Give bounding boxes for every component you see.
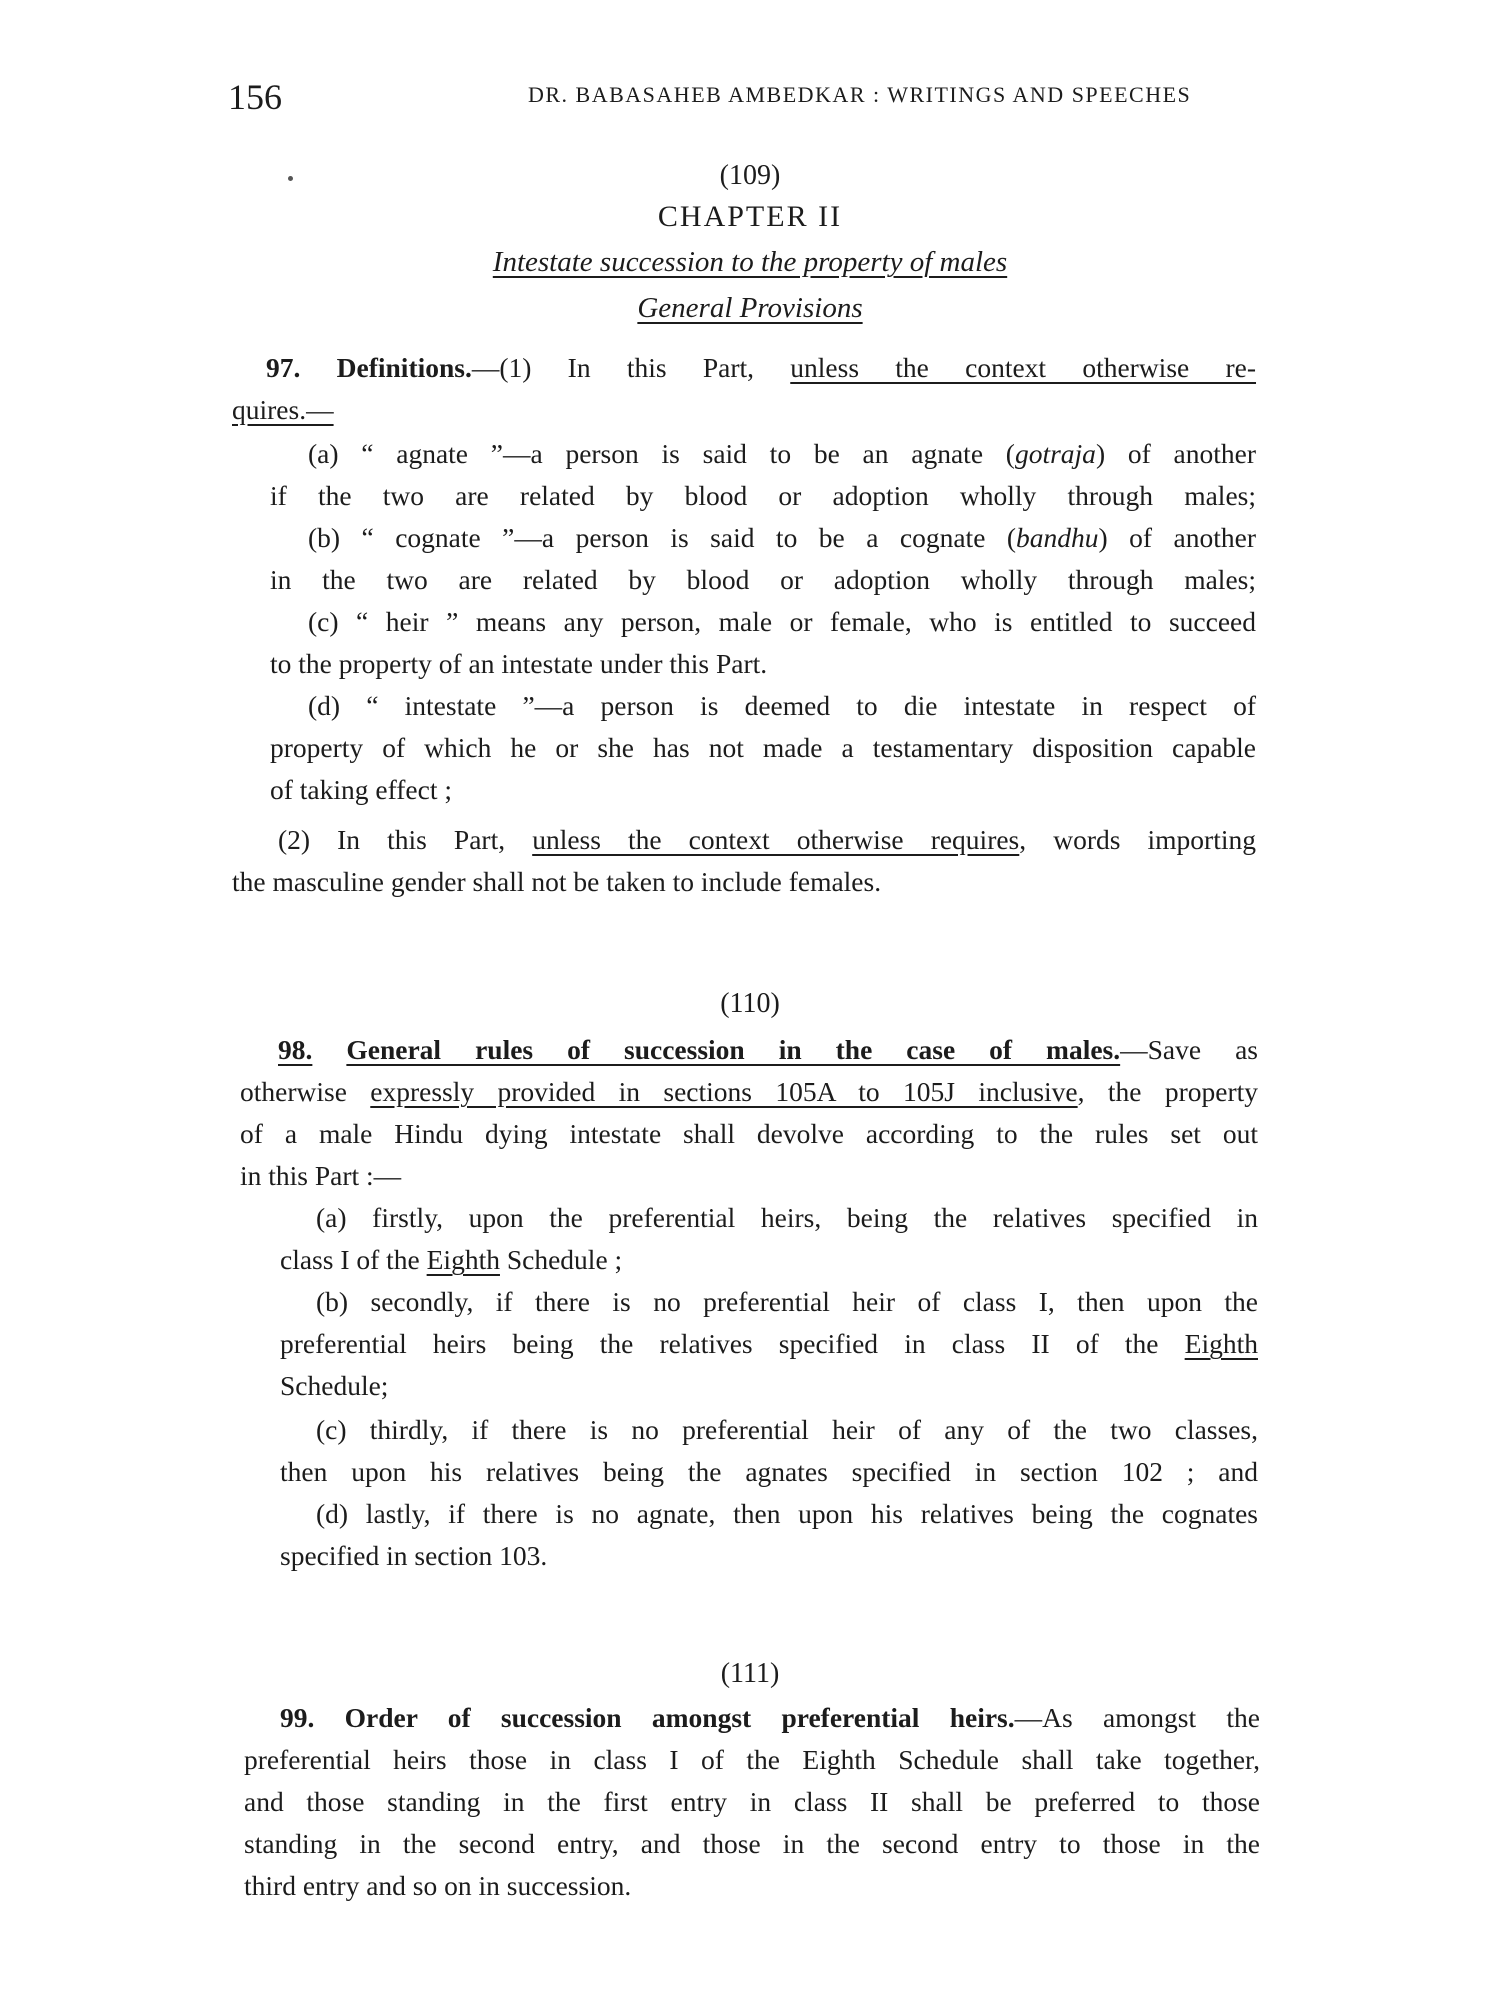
s99-number: 99.: [280, 1702, 315, 1733]
s97-requires: quires.—: [232, 394, 334, 425]
s98-heading: General rules of succession in the case of males.: [346, 1034, 1121, 1065]
s97-number: 97.: [266, 352, 301, 383]
s98-text: —Save as: [1120, 1034, 1258, 1065]
s98-number: 98.: [278, 1034, 313, 1065]
s97-b-text: (b) “ cognate ”—a person is said to be a cognate (: [308, 522, 1017, 553]
running-title: DR. BABASAHEB AMBEDKAR : WRITINGS AND SPEECHES: [528, 82, 1192, 107]
s97-d-line-1: (d) “ intestate ”—a person is deemed to die intestate in respect of: [308, 690, 1256, 721]
s98-a-line-2: [280, 1242, 622, 1278]
s97-a-line-2: if the two are related by blood or adoption wholly through males;: [270, 480, 1256, 511]
s98-underlined: expressly provided in sections 105A to 105J inclusive: [370, 1076, 1078, 1107]
s97-2-line-1: [278, 822, 1256, 858]
section-number-110: (110): [720, 988, 780, 1019]
s97-d-line-3: of taking effect ;: [270, 774, 452, 805]
s97-a-tail: ) of another: [1095, 438, 1256, 469]
s99-line-1: [280, 1700, 1260, 1736]
s97-b-line-1: [308, 520, 1256, 556]
s97-heading: Definitions.: [336, 352, 472, 383]
s98-b-text: preferential heirs being the relatives specified in class II of the: [280, 1328, 1185, 1359]
chapter-subtitle: [0, 246, 1500, 279]
s97-line-1: [266, 350, 1256, 386]
s98-otherwise: otherwise: [240, 1076, 371, 1107]
s98-a-tail: Schedule ;: [499, 1244, 623, 1275]
s97-underlined: unless the context otherwise re-: [790, 352, 1257, 383]
general-provisions-heading: [0, 292, 1500, 325]
s97-b-italic: bandhu: [1016, 522, 1099, 553]
section-number-109: (109): [719, 160, 781, 191]
s97-line-2: [232, 392, 334, 428]
s98-a-eighth: Eighth: [426, 1244, 500, 1275]
s99-line-5: third entry and so on in succession.: [244, 1870, 632, 1901]
s98-d-line-2: specified in section 103.: [280, 1540, 548, 1571]
s98-line-2: [240, 1074, 1258, 1110]
s98-b-line-2: [280, 1326, 1258, 1362]
s99-heading: Order of succession amongst preferential heirs.: [344, 1702, 1015, 1733]
general-provisions-text: General Provisions: [637, 292, 863, 324]
s98-line-1: [278, 1032, 1258, 1068]
s99-line-3: and those standing in the first entry in class II shall be preferred to those: [244, 1786, 1260, 1817]
s97-a-line-1: [308, 436, 1256, 472]
s97-2-tail: , words importing: [1019, 824, 1256, 855]
s98-b-line-3: Schedule;: [280, 1370, 389, 1401]
s98-c-line-1: (c) thirdly, if there is no preferential heir of any of the two classes,: [316, 1414, 1258, 1445]
s98-b-eighth: Eighth: [1184, 1328, 1258, 1359]
s97-a-italic: gotraja: [1014, 438, 1096, 469]
s98-d-line-1: (d) lastly, if there is no agnate, then upon his relatives being the cognates: [316, 1498, 1258, 1529]
s98-a-line-1: (a) firstly, upon the preferential heirs, being the relatives specified in: [316, 1202, 1258, 1233]
s97-b-line-2: in the two are related by blood or adoption wholly through males;: [270, 564, 1256, 595]
page-number: 156: [228, 77, 282, 117]
s98-c-line-2: then upon his relatives being the agnates specified in section 102 ; and: [280, 1456, 1258, 1487]
s97-c-line-1: (c) “ heir ” means any person, male or female, who is entitled to succeed: [308, 606, 1256, 637]
s98-tail: , the property: [1077, 1076, 1258, 1107]
chapter-heading-italic: Intestate succession to the property of males: [492, 246, 1008, 278]
s97-text: —(1) In this Part,: [471, 352, 791, 383]
s99-text: —As amongst the: [1014, 1702, 1261, 1733]
s98-b-line-1: (b) secondly, if there is no preferential heir of class I, then upon the: [316, 1286, 1258, 1317]
s97-b-tail: ) of another: [1098, 522, 1256, 553]
s97-c-line-2: to the property of an intestate under this Part.: [270, 648, 768, 679]
s98-line-3: of a male Hindu dying intestate shall devolve according to the rules set out: [240, 1118, 1258, 1149]
s98-a-text: class I of the: [280, 1244, 427, 1275]
s97-d-line-2: property of which he or she has not made a testamentary disposition capable: [270, 732, 1256, 763]
s99-line-2: preferential heirs those in class I of the Eighth Schedule shall take together,: [244, 1744, 1260, 1775]
s97-2-underlined: unless the context otherwise requires: [532, 824, 1020, 855]
s99-line-4: standing in the second entry, and those in the second entry to those in the: [244, 1828, 1260, 1859]
s97-2-line-2: the masculine gender shall not be taken to include females.: [232, 866, 882, 897]
s98-line-4: in this Part :—: [240, 1160, 402, 1191]
section-number-111: (111): [720, 1658, 780, 1689]
s97-a-text: (a) “ agnate ”—a person is said to be an agnate (: [308, 438, 1015, 469]
chapter-title: CHAPTER II: [657, 200, 843, 233]
s97-2-text: (2) In this Part,: [278, 824, 533, 855]
